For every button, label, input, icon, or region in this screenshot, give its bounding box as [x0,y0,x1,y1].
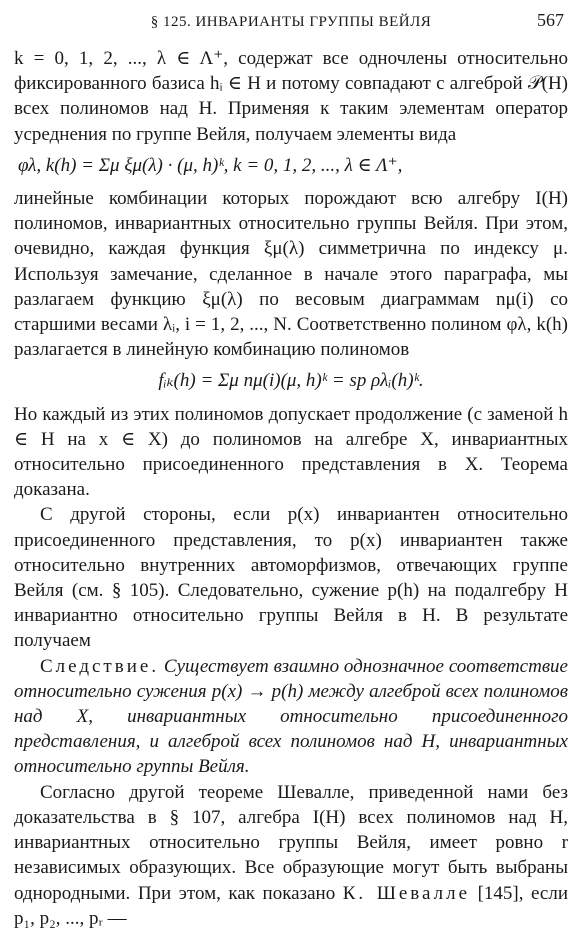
running-head [14,6,568,32]
formula-phi: φλ, k(h) = Σμ ξμ(λ) · (μ, h)ᵏ, k = 0, 1, 2, ..., λ ∈ Λ⁺, [18,154,403,176]
running-title: § 125. ИНВАРИАНТЫ ГРУППЫ ВЕЙЛЯ [150,14,432,30]
corollary-label: Следствие. [40,655,160,677]
paragraph-5-tail: [145], если p₁, p₂, ..., pᵣ — [14,882,569,929]
formula-f: fᵢₖ(h) = Σμ nμ(i)(μ, h)ᵏ = sp ρλᵢ(h)ᵏ. [158,370,424,392]
author-name: К. Шевалле [342,882,471,904]
page-number: 567 [537,10,564,30]
paragraph-2: линейные комбинации которых порождают всю алгебру I(H) полиномов, инвариантных относительно группы Вейля. При этом, очевидно, каждая функция ξμ(λ) симметрична по индексу μ. Используя замечание, сделанное в начале этого параграфа, мы разлагаем функцию ξμ(λ) по весовым диаграммам nμ(i) со старшими весами λᵢ, i = 1, 2, ..., N. Соответственно полином φλ, k(h) разлагается в линейную комбинацию полиномов [14,188,568,361]
paragraph-1: k = 0, 1, 2, ..., λ ∈ Λ⁺, содержат все одночлены относительно фиксированного базиса hᵢ ∈ H и потому совпадают с алгеброй 𝒫(H) всех полиномов над H. Применяя к таким элементам оператор усреднения по группе Вейля, получаем элементы вида [14,48,568,145]
paragraph-4: С другой стороны, если p(x) инвариантен относительно присоединенного представления, то p(x) инвариантен также относительно внутренних автоморфизмов, отвечающих группе Вейля (см. § 105). Следовательно, сужение p(h) на подалгебру H инвариантно относительно группы Вейля в H. В результате получаем [14,504,568,652]
corollary-text: Существует взаимно однозначное соответствие относительно сужения p(x) → p(h) между алгеброй всех полиномов над X, инвариантных относительно присоединенного представления, и алгеброй всех полиномов над H, инвариантных относительно группы Вейля. [14,655,568,778]
paragraph-5 [14,780,568,931]
paragraph-5-text: Согласно другой теореме Шевалле, приведенной нами без доказательства в § 107, алгебра I(H) всех полиномов над H, инвариантных относительно группы Вейля, имеет ровно r независимых образующих. Все образующие могут быть выбраны однородными. При этом, как показано [14,781,568,904]
corollary [14,654,568,780]
paragraph-3: Но каждый из этих полиномов допускает продолжение (с заменой h ∈ H на x ∈ X) до полиномов на алгебре X, инвариантных относительно присоединенного представления в X. Теорема доказана. [14,403,568,501]
